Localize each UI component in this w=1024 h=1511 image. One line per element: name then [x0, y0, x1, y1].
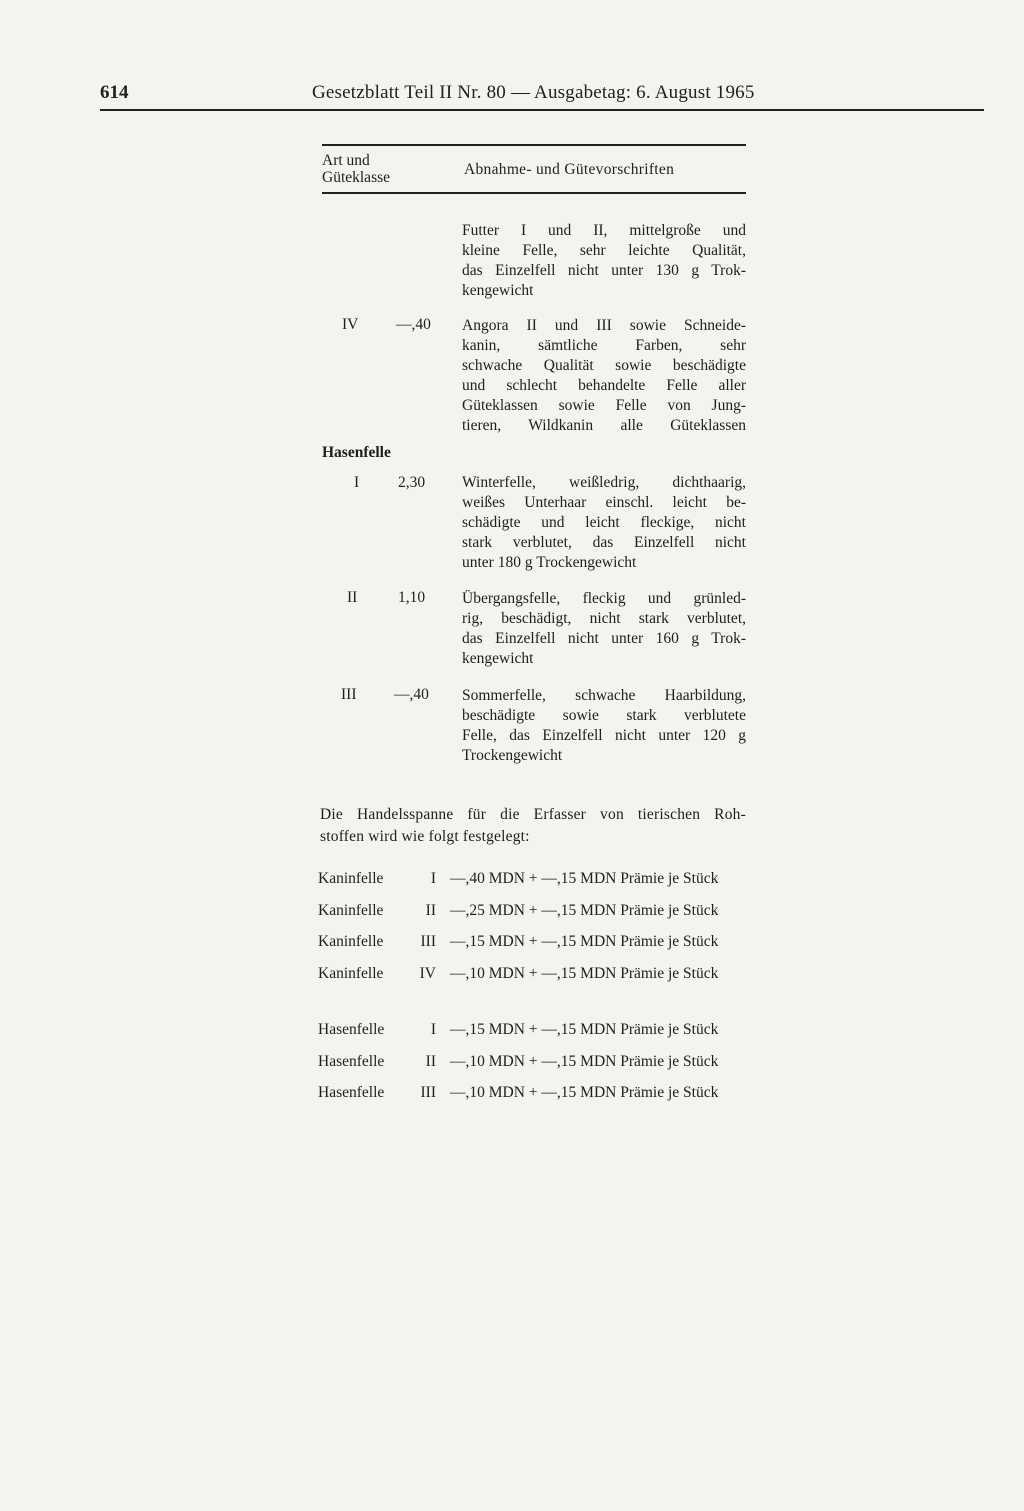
margin-kind: Kaninfelle	[318, 964, 384, 982]
margin-rate: —,40 MDN + —,15 MDN Prämie je Stück	[450, 870, 719, 887]
paragraph-line: Die Handelsspanne für die Erfasser von tierischen Roh-	[320, 806, 746, 823]
description-line: kanin, sämtliche Farben, sehr	[462, 337, 746, 354]
margin-paragraph	[320, 804, 746, 848]
description-line: das Einzelfell nicht unter 160 g Trok-	[462, 630, 746, 647]
margin-row	[318, 1021, 746, 1053]
margin-grade: II	[425, 901, 436, 919]
table-row-description	[462, 221, 746, 301]
margin-rate: —,10 MDN + —,15 MDN Prämie je Stück	[450, 1084, 719, 1101]
table-row-price: 2,30	[398, 474, 426, 491]
description-line: Güteklassen sowie Felle von Jung-	[462, 397, 746, 414]
column-header-abnahme: Abnahme- und Gütevorschriften	[464, 161, 675, 178]
margin-kind: Kaninfelle	[318, 901, 384, 919]
margin-list-hasenfelle	[318, 1021, 746, 1116]
margin-kind: Hasenfelle	[318, 1084, 385, 1101]
margin-row	[318, 1053, 746, 1085]
margin-grade: III	[420, 933, 436, 950]
margin-row	[318, 965, 746, 997]
description-line: unter 180 g Trockengewicht	[462, 554, 637, 571]
description-line: Übergangsfelle, fleckig und grünled-	[462, 590, 746, 607]
margin-kind: Kaninfelle	[318, 933, 384, 950]
margin-grade: III	[420, 1084, 436, 1101]
description-line: beschädigte sowie stark verblutete	[462, 707, 746, 724]
description-line: Angora II und III sowie Schneide-	[462, 317, 746, 334]
table-row-price: 1,10	[398, 589, 426, 606]
page-header	[100, 78, 984, 110]
description-line: schwache Qualität sowie beschädigte	[462, 357, 746, 374]
header-rule	[100, 109, 984, 111]
description-line: Winterfelle, weißledrig, dichthaarig,	[462, 474, 746, 491]
margin-grade: IV	[419, 964, 436, 982]
margin-rate: —,25 MDN + —,15 MDN Prämie je Stück	[450, 901, 719, 919]
table-row-grade: I	[354, 474, 360, 491]
description-line: tieren, Wildkanin alle Güteklassen	[462, 417, 746, 434]
margin-rate: —,10 MDN + —,15 MDN Prämie je Stück	[450, 964, 719, 982]
description-line: Trockengewicht	[462, 747, 563, 764]
description-line: kleine Felle, sehr leichte Qualität,	[462, 242, 746, 259]
margin-rate: —,15 MDN + —,15 MDN Prämie je Stück	[450, 1021, 719, 1038]
table-row-grade: II	[347, 589, 358, 606]
description-line: und schlecht behandelte Felle aller	[462, 377, 746, 394]
description-line: kengewicht	[462, 282, 534, 299]
description-line: schädigte und leicht fleckige, nicht	[462, 514, 746, 531]
table-row-price: —,40	[394, 686, 429, 703]
margin-row	[318, 902, 746, 934]
column-header-line: Art und	[322, 152, 370, 169]
margin-rate: —,10 MDN + —,15 MDN Prämie je Stück	[450, 1052, 719, 1070]
description-line: kengewicht	[462, 650, 534, 667]
table-header-rule	[322, 192, 746, 194]
margin-rate: —,15 MDN + —,15 MDN Prämie je Stück	[450, 933, 719, 950]
table-row-grade: III	[341, 686, 357, 703]
margin-kind: Hasenfelle	[318, 1052, 385, 1070]
table-row-price: —,40	[396, 316, 431, 333]
description-line: Sommerfelle, schwache Haarbildung,	[462, 687, 746, 704]
margin-list-kaninfelle	[318, 870, 746, 996]
description-line: weißes Unterhaar einschl. leicht be-	[462, 494, 746, 511]
column-header-line: Güteklasse	[322, 169, 391, 186]
margin-row	[318, 870, 746, 902]
description-line: das Einzelfell nicht unter 130 g Trok-	[462, 262, 746, 279]
column-header-art-und-gueteklasse	[322, 152, 390, 186]
running-head: Gesetzblatt Teil II Nr. 80 — Ausgabetag: 6. August 1965	[312, 82, 755, 103]
table-top-rule	[322, 144, 746, 146]
paragraph-line: stoffen wird wie folgt festgelegt:	[320, 828, 530, 845]
page-number: 614	[100, 82, 129, 103]
margin-kind: Hasenfelle	[318, 1021, 385, 1038]
table-row-grade: IV	[342, 316, 359, 333]
section-label-hasenfelle: Hasenfelle	[322, 444, 391, 461]
description-line: Felle, das Einzelfell nicht unter 120 g	[462, 727, 746, 744]
table-row-description	[462, 316, 746, 436]
margin-grade: I	[430, 870, 436, 887]
description-line: rig, beschädigt, nicht stark verblutet,	[462, 610, 746, 627]
margin-grade: II	[425, 1052, 436, 1070]
margin-row	[318, 933, 746, 965]
margin-kind: Kaninfelle	[318, 870, 384, 887]
table-row-description	[462, 589, 746, 669]
description-line: stark verblutet, das Einzelfell nicht	[462, 534, 746, 551]
table-row-description	[462, 686, 746, 766]
margin-grade: I	[430, 1021, 436, 1038]
margin-row	[318, 1084, 746, 1116]
description-line: Futter I und II, mittelgroße und	[462, 222, 746, 239]
table-row-description	[462, 473, 746, 573]
